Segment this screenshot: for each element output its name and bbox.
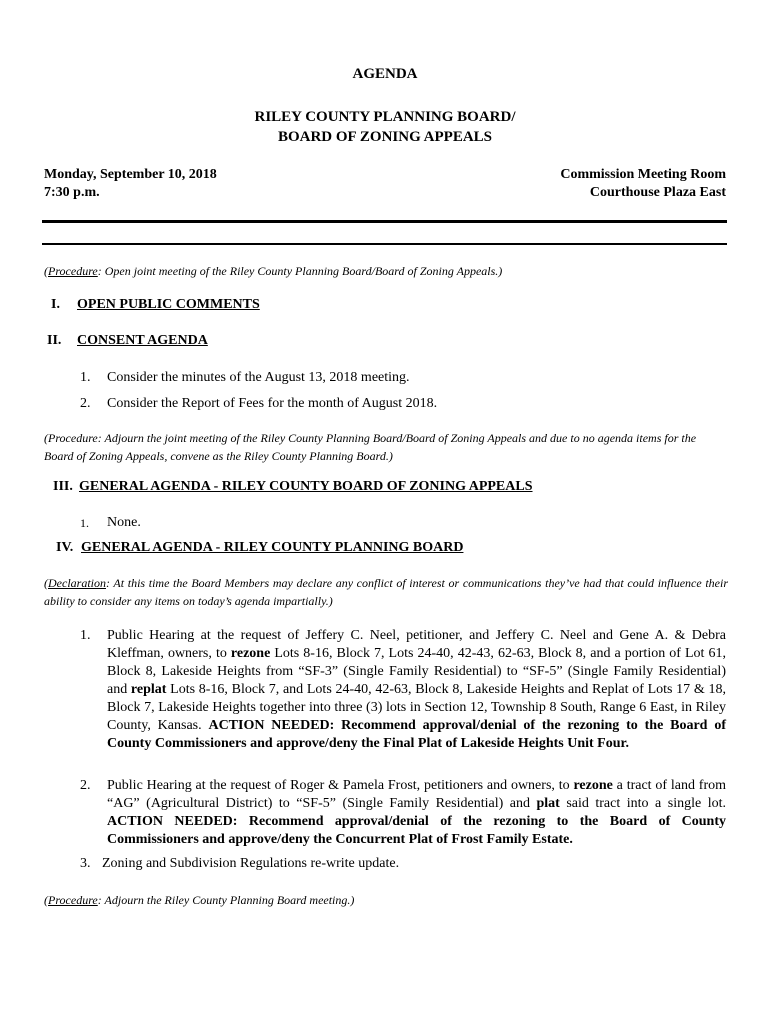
- section-3-number: III.: [53, 479, 73, 494]
- procedure-open: (Procedure: Open joint meeting of the Riley County Planning Board/Board of Zoning Appeals.): [44, 264, 503, 278]
- consent-item-2-number: 2.: [80, 396, 91, 411]
- thin-divider: [42, 243, 727, 245]
- consent-item-1-text: Consider the minutes of the August 13, 2018 meeting.: [107, 370, 410, 385]
- planning-item-2-plat: plat: [536, 796, 560, 811]
- planning-item-2: [107, 777, 726, 849]
- bza-item-1-number: 1.: [80, 516, 89, 530]
- planning-item-1-text-d: Lots 8-16, Block 7, and Lots 24-40, 42-63, Block 8, Lakeside Heights and Replat of Lots 17 & 18, Block 7, Lakeside Heights together into three (3) lots in Section 12, Township 8 South, Range 6 East, in Riley County, Kansas.: [107, 682, 726, 733]
- board-title-line2: BOARD OF ZONING APPEALS: [277, 129, 493, 145]
- declaration: (Declaration: At this time the Board Members may declare any conflict of interest or communications they’ve had that could influence their ability to consider any items on today’s agenda impartially.): [44, 576, 728, 608]
- section-1-heading: [51, 297, 260, 313]
- procedure-adjourn-joint: (Procedure: Adjourn the joint meeting of the Riley County Planning Board/Board of Zoning Appeals and due to no agenda items for the Board of Zoning Appeals, convene as the Riley County Planning Board.): [44, 431, 697, 463]
- planning-item-2-action: ACTION NEEDED: Recommend approval/denial of the rezoning to the Board of County Commissioners and approve/deny the Concurrent Plat of Frost Family Estate.: [107, 814, 726, 847]
- planning-item-1-action: ACTION NEEDED: Recommend approval/denial of the rezoning to the Board of County Commissioners and approve/deny the Final Plat of Lakeside Heights Unit Four.: [107, 718, 726, 751]
- procedure-close-label: Procedure: [48, 893, 98, 907]
- declaration-text: : At this time the Board Members may declare any conflict of interest or communications they’ve had that could influence their ability to consider any items on today’s agenda impartially.): [44, 576, 728, 608]
- meeting-building: Courthouse Plaza East: [589, 185, 726, 200]
- agenda-title: AGENDA: [352, 66, 418, 82]
- meeting-date-time: [44, 166, 217, 202]
- planning-item-1-text-a: Public Hearing at the request of Jeffery C. Neel, petitioner, and Jeffery C. Neel and Gene A. & Debra Kleffman, owners, to: [107, 628, 726, 661]
- consent-item-1-number: 1.: [80, 370, 91, 385]
- planning-item-2-number: 2.: [80, 778, 91, 793]
- consent-item-1: [80, 369, 730, 389]
- section-1-title: OPEN PUBLIC COMMENTS: [77, 297, 260, 312]
- section-3-heading: [53, 479, 533, 495]
- planning-item-1-rezone: rezone: [230, 646, 271, 661]
- planning-item-1: [107, 627, 726, 753]
- section-2-heading: [47, 333, 208, 349]
- meeting-date: Monday, September 10, 2018: [44, 167, 217, 182]
- section-1-number: I.: [51, 297, 60, 312]
- section-4-heading: [56, 540, 463, 556]
- section-4-title: GENERAL AGENDA - RILEY COUNTY PLANNING BOARD: [81, 540, 464, 555]
- procedure-close-text: : Adjourn the Riley County Planning Board meeting.): [97, 893, 355, 907]
- bza-item-1-text: None.: [107, 515, 141, 530]
- planning-item-1-replat: replat: [130, 682, 167, 697]
- planning-item-1-number: 1.: [80, 628, 91, 643]
- planning-item-3-number: 3.: [80, 856, 91, 871]
- section-2-number: II.: [47, 333, 62, 348]
- declaration-label: Declaration: [48, 576, 106, 590]
- procedure-open-text: : Open joint meeting of the Riley County Planning Board/Board of Zoning Appeals.): [97, 264, 503, 278]
- planning-item-2-text-d: said tract into a single lot.: [559, 796, 726, 811]
- procedure-close: (Procedure: Adjourn the Riley County Planning Board meeting.): [44, 893, 355, 907]
- planning-item-3: [80, 855, 730, 875]
- planning-item-1-text-c: Lots 8-16, Block 7, Lots 24-40, 42-43, 62-63, Block 8, and a portion of Lot 61, Block 8, Lakeside Heights from “SF-3” (Single Family Residential) to “SF-5” (Single Family Residential) and: [107, 646, 726, 697]
- board-title-line1: RILEY COUNTY PLANNING BOARD/: [254, 109, 516, 125]
- planning-item-2-text-a: Public Hearing at the request of Roger & Pamela Frost, petitioners and owners, to: [107, 778, 574, 793]
- planning-item-3-text: Zoning and Subdivision Regulations re-write update.: [102, 856, 400, 871]
- procedure-label: Procedure: [48, 264, 98, 278]
- planning-item-2-text-c: a tract of land from “AG” (Agricultural District) to “SF-5” (Single Family Residential) and: [107, 778, 727, 811]
- consent-item-2-text: Consider the Report of Fees for the month of August 2018.: [107, 396, 438, 411]
- planning-item-2-rezone: rezone: [573, 778, 613, 793]
- meeting-location: [560, 166, 726, 202]
- bza-item-1: [80, 514, 730, 534]
- section-3-title: GENERAL AGENDA - RILEY COUNTY BOARD OF ZONING APPEALS: [79, 479, 533, 494]
- section-4-number: IV.: [56, 540, 74, 555]
- consent-item-2: [80, 395, 730, 415]
- meeting-time: 7:30 p.m.: [44, 185, 100, 200]
- meeting-room: Commission Meeting Room: [560, 167, 726, 182]
- section-2-title: CONSENT AGENDA: [77, 333, 208, 348]
- thick-divider: [42, 220, 727, 223]
